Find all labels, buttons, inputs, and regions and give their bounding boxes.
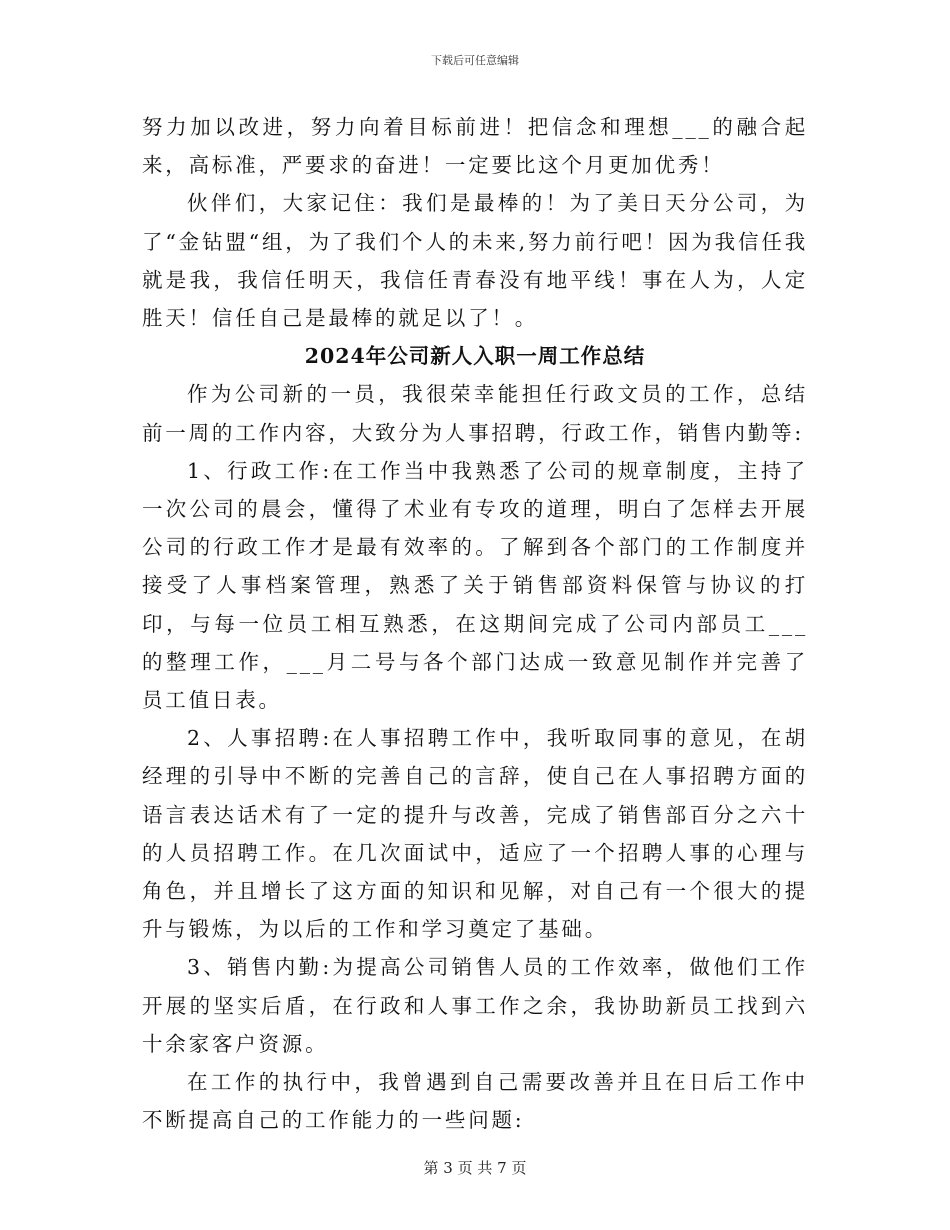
paragraph: 作为公司新的一员，我很荣幸能担任行政文员的工作，总结前一周的工作内容，大致分为人事招聘，行政工作，销售内勤等: (142, 382, 808, 445)
paragraph: 努力加以改进，努力向着目标前进！把信念和理想___的融合起来，高标准，严要求的奋进！一定要比这个月更加优秀！ (142, 115, 808, 178)
section-title: 2024年公司新人入职一周工作总结 (304, 344, 646, 369)
paragraph: 伙伴们，大家记住：我们是最棒的！为了美日天分公司，为了“金钻盟“组，为了我们个人的未来,努力前行吧！因为我信任我就是我，我信任明天，我信任青春没有地平线！事在人为，人定胜天！信任自己是最棒的就足以了！。 (142, 191, 808, 331)
paragraph: 2、人事招聘:在人事招聘工作中，我听取同事的意见，在胡经理的引导中不断的完善自己的言辞，使自己在人事招聘方面的语言表达话术有了一定的提升与改善，完成了销售部百分之六十的人员招聘工作。在几次面试中，适应了一个招聘人事的心理与角色，并且增长了这方面的知识和见解，对自己有一个很大的提升与锻炼，为以后的工作和学习奠定了基础。 (142, 726, 808, 942)
paragraph: 3、销售内勤:为提高公司销售人员的工作效率，做他们工作开展的坚实后盾，在行政和人事工作之余，我协助新员工找到六十余家客户资源。 (142, 955, 808, 1056)
paragraph: 在工作的执行中，我曾遇到自己需要改善并且在日后工作中不断提高自己的工作能力的一些问题: (142, 1070, 808, 1133)
document-body (142, 108, 808, 1139)
paragraph: 1、行政工作:在工作当中我熟悉了公司的规章制度，主持了一次公司的晨会，懂得了术业有专攻的道理，明白了怎样去开展公司的行政工作才是最有效率的。了解到各个部门的工作制度并接受了人事档案管理，熟悉了关于销售部资料保管与协议的打印，与每一位员工相互熟悉，在这期间完成了公司内部员工___的整理工作，___月二号与各个部门达成一致意见制作并完善了员工值日表。 (142, 458, 808, 713)
page-header: 下载后可任意编辑 (431, 54, 519, 67)
page-number: 第 3 页 共 7 页 (423, 1159, 527, 1177)
